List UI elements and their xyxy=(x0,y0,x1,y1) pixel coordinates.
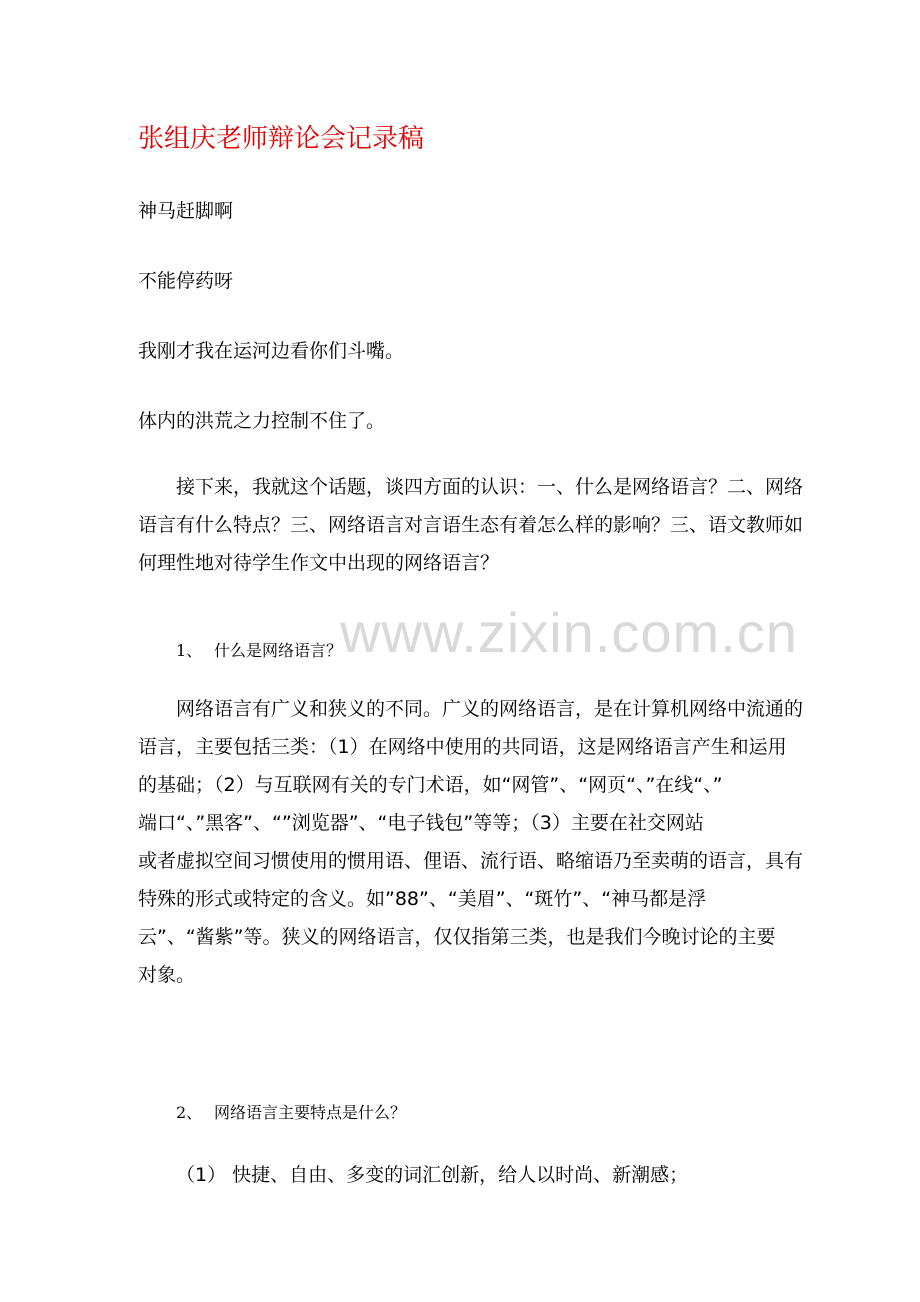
intro-paragraph xyxy=(138,468,804,582)
paragraph-line: 云”、“酱紫”等。狭义的网络语言，仅仅指第三类，也是我们今晚讨论的主要 xyxy=(138,926,776,948)
section-number: 1、 xyxy=(176,641,203,660)
document-title: 张组庆老师辩论会记录稿 xyxy=(138,124,425,154)
section-number: 2、 xyxy=(176,1103,203,1122)
text-line: 神马赶脚啊 xyxy=(138,200,234,222)
watermark: www.zixin.com.cn xyxy=(340,601,798,664)
paragraph-line: 对象。 xyxy=(138,964,196,986)
paragraph-line: 端口“、”黑客”、“”浏览器”、“电子钱包”等等；（3）主要在社交网站 xyxy=(138,812,704,834)
paragraph-line: 语言有什么特点？三、网络语言对言语生态有着怎么样的影响？三、语文教师如 xyxy=(138,514,804,536)
paragraph-line: 网络语言有广义和狭义的不同。广义的网络语言，是在计算机网络中流通的 xyxy=(176,698,804,720)
section-title: 什么是网络语言？ xyxy=(214,641,343,660)
section-title: 网络语言主要特点是什么？ xyxy=(214,1103,407,1122)
paragraph-line: 的基础；（2）与互联网有关的专门术语，如“网管”、“网页“、”在线“、” xyxy=(138,774,723,796)
text-line: 我刚才我在运河边看你们斗嘴。 xyxy=(138,340,405,362)
paragraph-line: 或者虚拟空间习惯使用的惯用语、俚语、流行语、略缩语乃至卖萌的语言，具有 xyxy=(138,850,804,872)
section-heading-2 xyxy=(176,1100,406,1123)
text-line: 体内的洪荒之力控制不住了。 xyxy=(138,410,386,432)
section1-paragraph xyxy=(138,690,804,994)
list-point: （1） 快捷、自由、多变的词汇创新，给人以时尚、新潮感； xyxy=(176,1164,689,1186)
paragraph-line: 接下来，我就这个话题，谈四方面的认识：一、什么是网络语言？二、网络 xyxy=(176,476,804,498)
paragraph-line: 语言，主要包括三类：（1）在网络中使用的共同语，这是网络语言产生和运用 xyxy=(138,736,787,758)
text-line: 不能停药呀 xyxy=(138,270,234,292)
paragraph-line: 特殊的形式或特定的含义。如”88”、“美眉”、“斑竹”、“神马都是浮 xyxy=(138,888,707,910)
section-heading-1 xyxy=(176,638,342,661)
paragraph-line: 何理性地对待学生作文中出现的网络语言？ xyxy=(138,552,500,574)
